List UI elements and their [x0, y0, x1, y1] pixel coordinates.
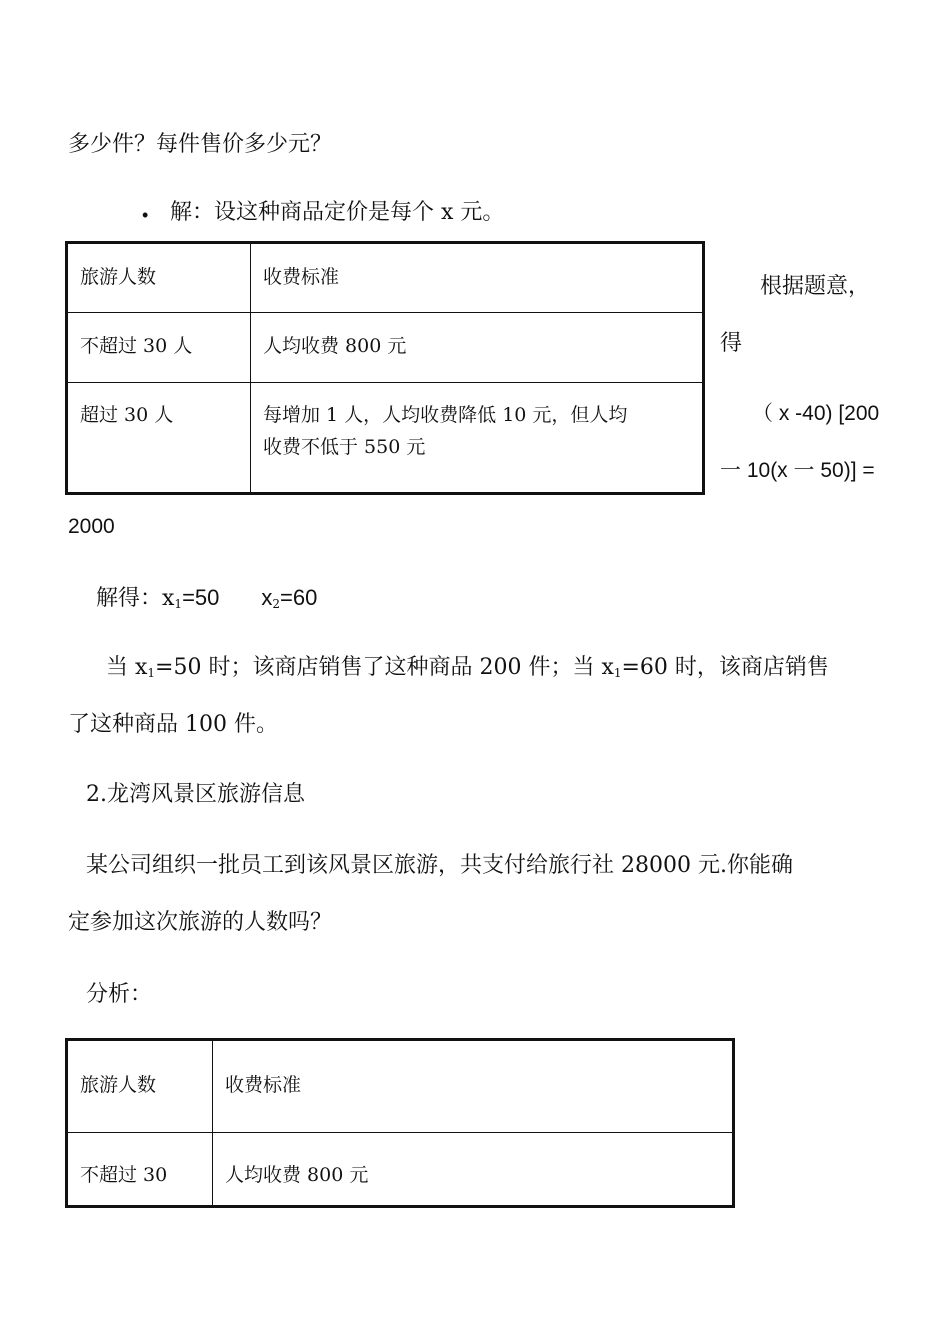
table-cell: 不超过 30 人: [67, 313, 251, 383]
question-2-line-1: 某公司组织一批员工到该风景区旅游，共支付给旅行社 28000 元.你能确: [86, 853, 793, 878]
cell-text-line: 每增加 1 人，人均收费降低 10 元，但人均: [263, 404, 628, 426]
table-row: [67, 243, 704, 313]
table-row: [67, 1040, 734, 1133]
bullet-icon: •: [142, 205, 149, 225]
solution-intro: 解：设这种商品定价是每个 x 元。: [170, 200, 505, 225]
solved-eq2: =60: [280, 585, 318, 610]
table-cell: 旅游人数: [67, 243, 251, 313]
table-cell: 超过 30 人: [67, 383, 251, 494]
conclusion-line-2: 了这种商品 100 件。: [68, 712, 278, 737]
fee-table-2: [65, 1038, 735, 1208]
side-text-3: （ x -40) [200: [752, 402, 880, 425]
solved-result: [96, 583, 317, 614]
side-text-2: 得: [720, 331, 743, 356]
table-cell: 人均收费 800 元: [213, 1133, 734, 1207]
solved-eq1: =50: [182, 585, 220, 610]
question-tail: 多少件？每件售价多少元？: [68, 132, 333, 157]
table-cell: 旅游人数: [67, 1040, 213, 1133]
fee-table-1: [65, 241, 705, 495]
table-row: [67, 383, 704, 494]
table-cell: 不超过 30: [67, 1133, 213, 1207]
table-row: [67, 1133, 734, 1207]
table-row: [67, 313, 704, 383]
solved-x2: x: [261, 585, 273, 610]
subscript: 1: [174, 597, 183, 611]
side-text-1: 根据题意，: [760, 274, 871, 299]
cell-text-line: 收费不低于 550 元: [263, 436, 426, 458]
equation-tail: 2000: [68, 515, 115, 538]
question-2-line-2: 定参加这次旅游的人数吗？: [68, 910, 333, 935]
table-cell: 人均收费 800 元: [251, 313, 704, 383]
subscript: 2: [272, 597, 281, 611]
analysis-label: 分析：: [86, 982, 153, 1007]
solved-prefix: 解得：x: [96, 586, 175, 611]
table-cell: [251, 383, 704, 494]
side-text-4: 一 10(x 一 50)] =: [720, 459, 875, 482]
section-2-title: 2.龙湾风景区旅游信息: [86, 782, 305, 807]
table-cell: 收费标准: [213, 1040, 734, 1133]
table-cell: 收费标准: [251, 243, 704, 313]
conclusion-line-1: 当 $x_1=50$ 时；该商店销售了这种商品 200 件；当 $x_1=60$ 时，该商店销售: [106, 655, 829, 680]
